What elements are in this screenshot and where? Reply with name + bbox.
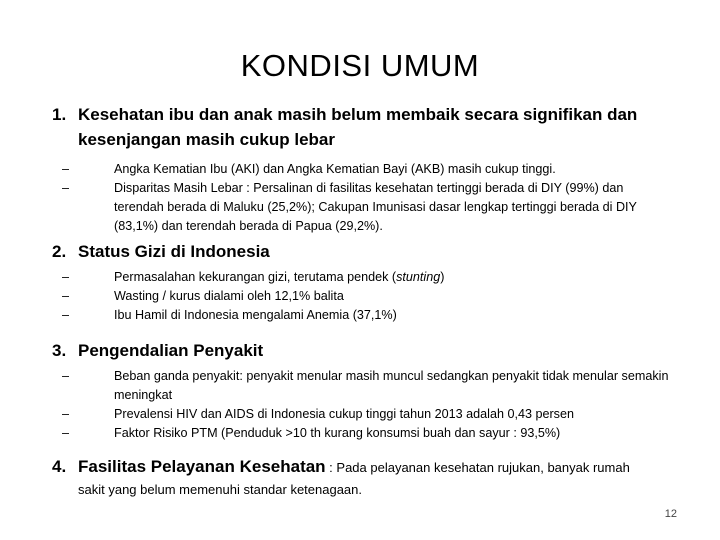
section-heading	[52, 338, 692, 363]
list-item	[62, 268, 692, 287]
section-4	[52, 454, 692, 500]
section-title: Pengendalian Penyakit	[78, 341, 264, 360]
list-item-text: Faktor Risiko PTM (Penduduk >10 th kurang konsumsi buah dan sayur : 93,5%)	[114, 426, 561, 440]
list-item-text: Wasting / kurus dialami oleh 12,1% balita	[114, 289, 344, 303]
list-item-text: Disparitas Masih Lebar : Persalinan di fasilitas kesehatan tertinggi berada di DIY (99%) dan terendah berada di Maluku (25,2%); Cakupan Imunisasi dasar lengkap tertinggi berada di DIY (83,1%) dan terendah berada di Papua (29,2%).	[114, 181, 637, 233]
section-title-wrap	[78, 454, 692, 480]
bullet-list	[52, 160, 692, 236]
list-item-text: Angka Kematian Ibu (AKI) dan Angka Kematian Bayi (AKB) masih cukup tinggi.	[114, 162, 556, 176]
list-item	[62, 424, 692, 443]
section-title: Kesehatan ibu dan anak masih belum membaik secara signifikan dan kesenjangan masih cukup lebar	[78, 105, 638, 149]
section-3	[52, 338, 692, 443]
section-heading	[52, 454, 692, 480]
list-item-text: Permasalahan kekurangan gizi, terutama pendek (stunting)	[114, 270, 445, 284]
list-item	[62, 367, 692, 405]
list-item-text: Beban ganda penyakit: penyakit menular masih muncul sedangkan penyakit tidak menular semakin meningkat	[114, 369, 669, 402]
bullet-list	[52, 268, 692, 325]
bullet-list	[52, 367, 692, 443]
section-title: Status Gizi di Indonesia	[78, 242, 270, 261]
page-number: 12	[664, 508, 677, 520]
list-item	[62, 306, 692, 325]
section-number: 2.	[52, 242, 67, 261]
dash-bullet: –	[62, 270, 70, 284]
dash-bullet: –	[62, 407, 70, 421]
dash-bullet: –	[62, 162, 70, 176]
section-heading	[52, 102, 692, 152]
dash-bullet: –	[62, 308, 70, 322]
slide-title: KONDISI UMUM	[240, 48, 480, 83]
section-number: 4.	[52, 457, 67, 476]
section-number: 1.	[52, 105, 67, 124]
section-2	[52, 239, 692, 325]
dash-bullet: –	[62, 426, 70, 440]
dash-bullet: –	[62, 369, 70, 383]
section-title: Fasilitas Pelayanan Kesehatan	[78, 457, 326, 476]
list-item	[62, 405, 692, 424]
section-inline-text: : Pada pelayanan kesehatan rujukan, banyak rumah	[325, 460, 630, 475]
list-item	[62, 179, 692, 236]
list-item	[62, 160, 692, 179]
list-item	[62, 287, 692, 306]
section-1	[52, 102, 692, 236]
section-heading	[52, 239, 692, 264]
list-item-text: Ibu Hamil di Indonesia mengalami Anemia (37,1%)	[114, 308, 397, 322]
section-continuation: sakit yang belum memenuhi standar ketenagaan.	[78, 482, 363, 497]
dash-bullet: –	[62, 181, 70, 195]
section-number: 3.	[52, 341, 67, 360]
dash-bullet: –	[62, 289, 70, 303]
list-item-text: Prevalensi HIV dan AIDS di Indonesia cukup tinggi tahun 2013 adalah 0,43 persen	[114, 407, 574, 421]
